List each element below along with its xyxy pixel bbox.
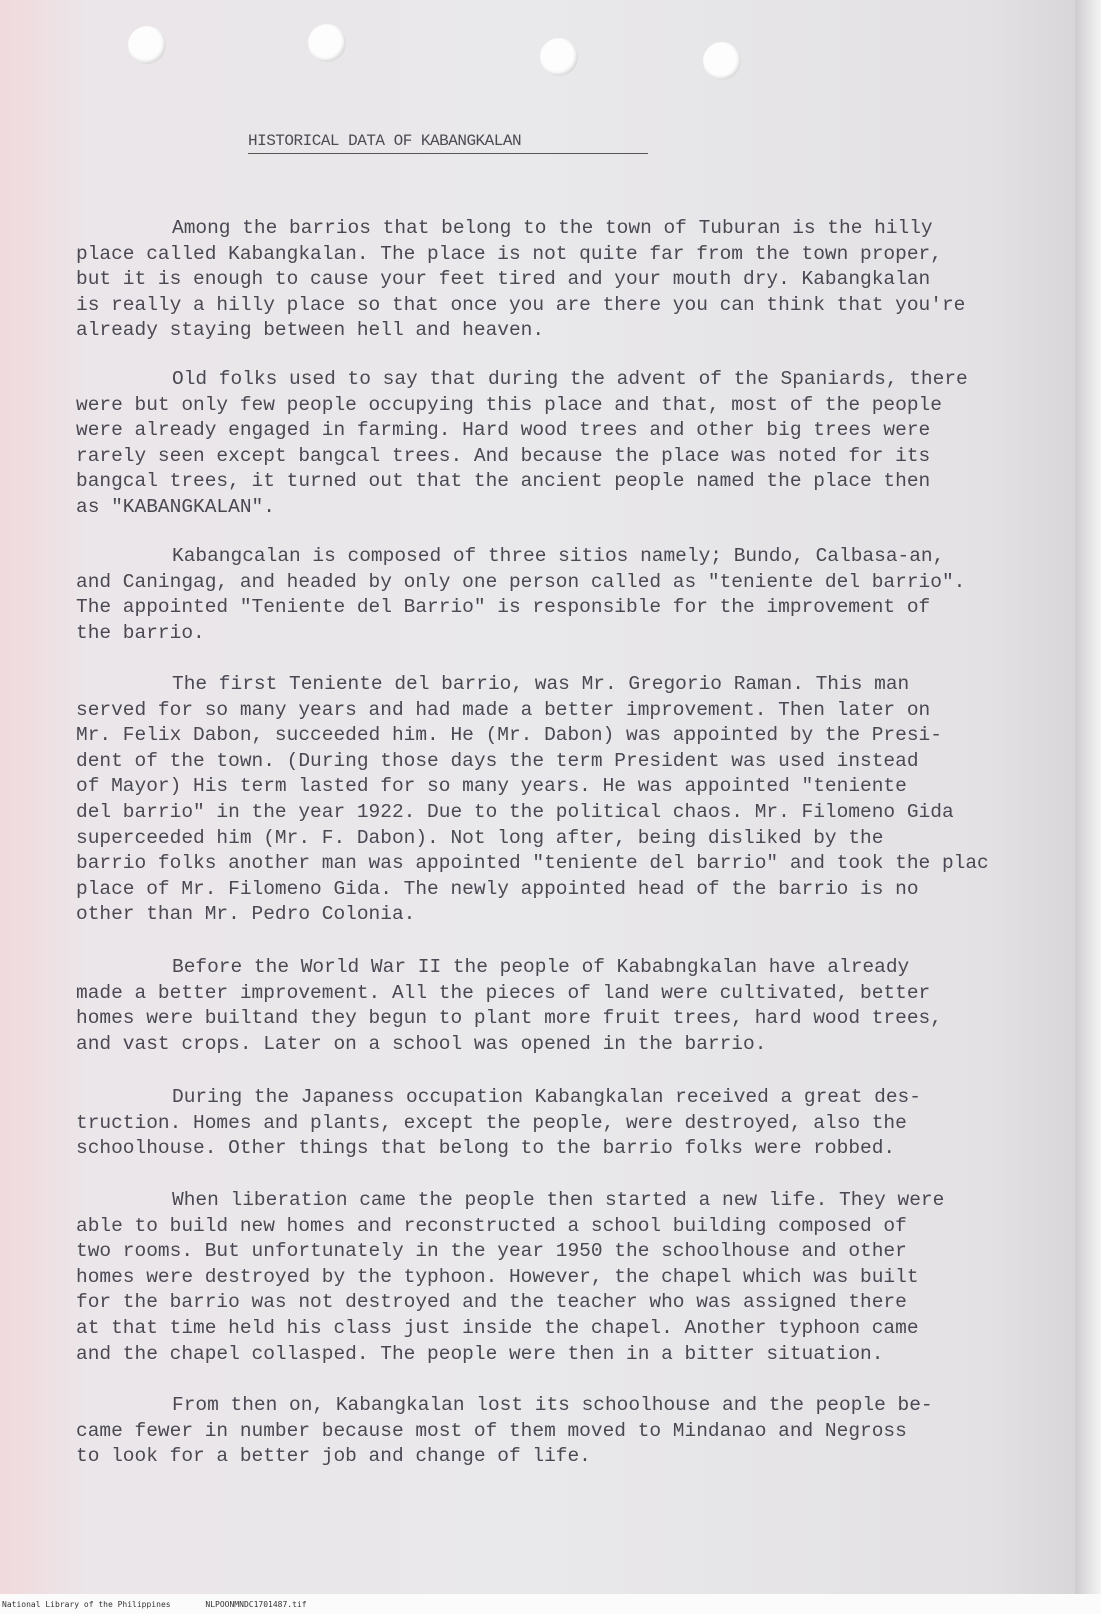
paragraph-3 [76,544,1056,646]
text-line: superceeded him (Mr. F. Dabon). Not long after, being disliked by the [76,826,884,849]
text-line: two rooms. But unfortunately in the year 1950 the schoolhouse and other [76,1240,907,1263]
text-line: schoolhouse. Other things that belong to the barrio folks were robbed. [76,1137,896,1160]
text-line: and Caningag, and headed by only one person called as "teniente del barrio". [76,570,966,593]
text-line: is really a hilly place so that once you are there you can think that you're [76,293,966,316]
text-line: During the Japaness occupation Kabangkalan received a great des- [172,1086,921,1108]
punch-hole [128,26,166,64]
text-line: dent of the town. (During those days the term President was used instead [76,749,919,772]
text-line: When liberation came the people then started a new life. They were [172,1189,945,1211]
text-line: of Mayor) His term lasted for so many years. He was appointed "teniente [76,775,907,798]
scan-footer [2,1600,337,1609]
text-line: barrio folks another man was appointed "teniente del barrio" and took the plac [76,852,989,875]
paragraph-1 [76,216,1056,344]
text-line: del barrio" in the year 1922. Due to the political chaos. Mr. Filomeno Gida [76,800,954,823]
text-line: place called Kabangkalan. The place is not quite far from the town proper, [76,242,942,265]
text-line: as "KABANGKALAN". [76,495,275,518]
text-line: made a better improvement. All the pieces of land were cultivated, better [76,981,931,1004]
document-title: HISTORICAL DATA OF KABANGKALAN [248,132,648,154]
text-line: rarely seen except bangcal trees. And because the place was noted for its [76,444,931,467]
text-line: bangcal trees, it turned out that the ancient people named the place then [76,470,931,493]
text-line: came fewer in number because most of them moved to Mindanao and Negross [76,1419,907,1442]
text-line: to look for a better job and change of life. [76,1445,591,1468]
text-line: the barrio. [76,621,205,644]
text-line: Kabangcalan is composed of three sitios namely; Bundo, Calbasa-an, [172,545,945,567]
text-line: Among the barrios that belong to the town of Tuburan is the hilly [172,217,933,239]
library-credit: National Library of the Philippines [2,1600,171,1609]
paragraph-4 [76,672,1056,928]
text-line: truction. Homes and plants, except the people, were destroyed, also the [76,1111,907,1134]
paragraph-5 [76,955,1056,1057]
text-line: Old folks used to say that during the advent of the Spaniards, there [172,368,968,390]
text-line: other than Mr. Pedro Colonia. [76,903,416,926]
text-line: The appointed "Teniente del Barrio" is responsible for the improvement of [76,596,931,619]
text-line: were already engaged in farming. Hard wood trees and other big trees were [76,419,931,442]
text-line: already staying between hell and heaven. [76,319,545,342]
text-line: able to build new homes and reconstructed a school building composed of [76,1214,907,1237]
text-line: The first Teniente del barrio, was Mr. Gregorio Raman. This man [172,673,910,695]
text-line: Before the World War II the people of Kababngkalan have already [172,956,910,978]
punch-hole [703,42,741,80]
text-line: From then on, Kabangkalan lost its schoolhouse and the people be- [172,1394,933,1416]
text-line: served for so many years and had made a better improvement. Then later on [76,698,931,721]
punch-hole [308,24,346,62]
text-line: place of Mr. Filomeno Gida. The newly appointed head of the barrio is no [76,877,919,900]
paragraph-6 [76,1085,1056,1162]
paragraph-2 [76,367,1056,521]
paragraph-7 [76,1188,1056,1367]
page-edge [1075,0,1101,1594]
text-line: and vast crops. Later on a school was opened in the barrio. [76,1032,767,1055]
text-line: and the chapel collasped. The people were then in a bitter situation. [76,1342,884,1365]
text-line: were but only few people occupying this place and that, most of the people [76,393,942,416]
text-line: Mr. Felix Dabon, succeeded him. He (Mr. Dabon) was appointed by the Presi- [76,724,942,747]
scan-filename: NLPOONMNDC1701487.tif [205,1600,307,1609]
text-line: but it is enough to cause your feet tired and your mouth dry. Kabangkalan [76,268,931,291]
punch-hole [540,38,578,76]
paragraph-8 [76,1393,1056,1470]
text-line: for the barrio was not destroyed and the teacher who was assigned there [76,1291,907,1314]
text-line: homes were destroyed by the typhoon. However, the chapel which was built [76,1265,919,1288]
text-line: at that time held his class just inside the chapel. Another typhoon came [76,1316,919,1339]
text-line: homes were builtand they begun to plant more fruit trees, hard wood trees, [76,1007,942,1030]
